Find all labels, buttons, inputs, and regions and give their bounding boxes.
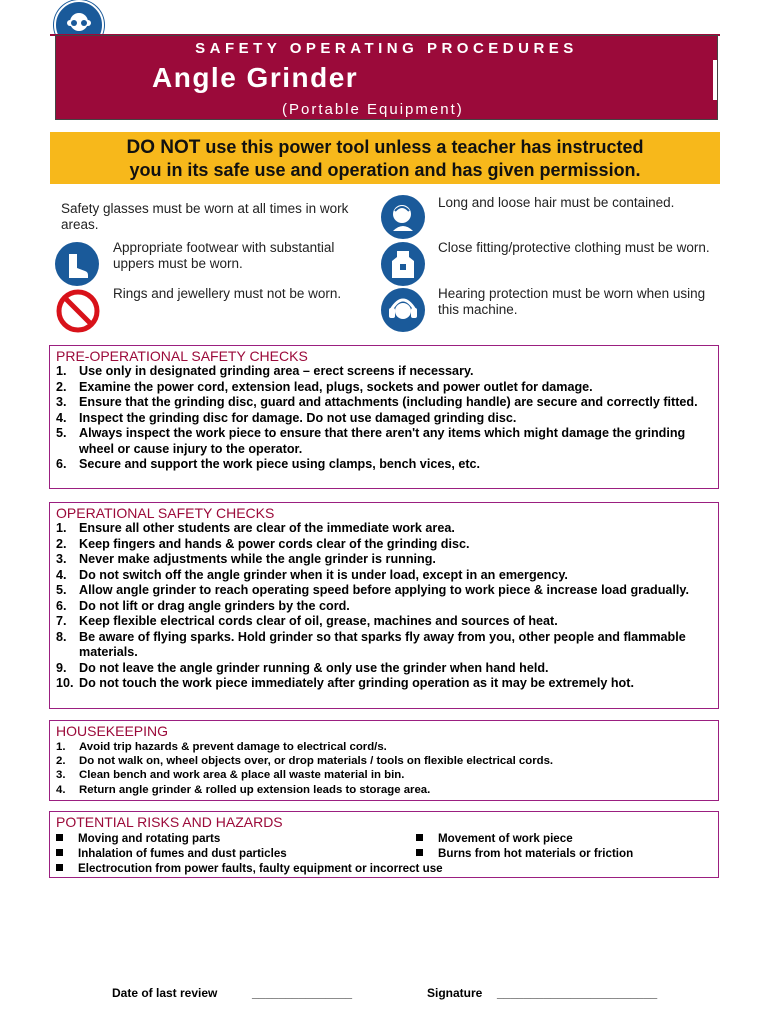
apron-icon [381,242,425,286]
list-item: 4. Return angle grinder & rolled up extension leads to storage area. [56,783,431,796]
page-title: Angle Grinder [152,62,359,93]
list-item: 1. Ensure all other students are clear of the immediate work area. [56,521,455,535]
risk-item: Inhalation of fumes and dust particles [56,846,287,861]
signature-line: ________________________ [497,986,658,1000]
risk-item: Movement of work piece [416,831,573,846]
ppe-rings-text: Rings and jewellery must not be worn. [113,286,342,301]
sop-title: SAFETY OPERATING PROCEDURES [195,40,578,57]
section-title: PRE-OPERATIONAL SAFETY CHECKS [56,348,308,364]
list-item: 3. Clean bench and work area & place all waste material in bin. [56,769,405,782]
banner-line-1: use this power tool unless a teacher has instructed [205,137,644,157]
list-item: 5. Always inspect the work piece to ensure that there aren't any items which might damage the grinding wheel or cause injury to the operator. [56,426,686,456]
list-item: 3. Ensure that the grinding disc, guard and attachments (including handle) are secure and correctly fitted. [56,395,698,409]
section-title: POTENTIAL RISKS AND HAZARDS [56,814,283,830]
ear-muffs-icon [381,288,425,332]
pre-operational-list [56,364,712,473]
header-edge-mark [713,60,717,100]
risk-item: Electrocution from power faults, faulty equipment or incorrect use [56,861,443,876]
operational-list [56,521,712,692]
housekeeping-list [56,740,712,797]
hair-net-icon [381,195,425,239]
list-item: 10. Do not touch the work piece immediately after grinding operation as it may be extremely hot. [56,676,634,690]
title-header [55,35,718,120]
list-item: 4. Inspect the grinding disc for damage. Do not use damaged grinding disc. [56,410,517,425]
list-item: 2. Keep fingers and hands & power cords clear of the grinding disc. [56,536,470,551]
section-title: HOUSEKEEPING [56,723,169,739]
list-item: 4. Do not switch off the angle grinder when it is under load, except in an emergency. [56,567,568,582]
operational-section [49,502,719,709]
list-item: 1. Use only in designated grinding area – erect screens if necessary. [56,364,474,378]
ppe-footwear-text: Appropriate footwear with substantial uppers must be worn. [113,240,335,271]
warning-banner [50,132,720,184]
banner-line-2: you in its safe use and operation and has given permission. [129,160,641,180]
page-subtitle: (Portable Equipment) [282,101,464,118]
list-item: 6. Secure and support the work piece using clamps, bench vices, etc. [56,457,481,471]
list-item: 9. Do not leave the angle grinder running & only use the grinder when hand held. [56,660,549,675]
ppe-hearing-text: Hearing protection must be worn when using this machine. [438,286,706,317]
signature-label: Signature [427,986,483,1000]
risk-item: Moving and rotating parts [56,831,220,846]
risk-item: Burns from hot materials or friction [416,846,633,861]
list-item: 7. Keep flexible electrical cords clear of oil, grease, machines and sources of heat. [56,614,558,628]
ppe-safety-glasses-text: Safety glasses must be worn at all times in work areas. [61,201,349,232]
list-item: 5. Allow angle grinder to reach operating speed before applying to work piece & increase load gradually. [56,583,690,597]
ppe-clothing-text: Close fitting/protective clothing must be worn. [438,240,710,255]
list-item: 8. Be aware of flying sparks. Hold grinder so that sparks fly away from you, other people and flammable materials. [56,629,686,659]
ppe-hair-text: Long and loose hair must be contained. [438,195,675,210]
risks-section [49,811,719,878]
list-item: 2. Examine the power cord, extension lead, plugs, sockets and power outlet for damage. [56,379,593,394]
list-item: 1. Avoid trip hazards & prevent damage to electrical cord/s. [56,741,387,753]
banner-emphasis: DO NOT [126,137,201,158]
housekeeping-section [49,720,719,801]
review-date-label: Date of last review [112,986,218,1000]
no-jewellery-icon [55,288,101,334]
safety-boots-icon [55,242,99,286]
pre-operational-section [49,345,719,489]
list-item: 6. Do not lift or drag angle grinders by the cord. [56,598,350,613]
list-item: 2. Do not walk on, wheel objects over, or drop materials / tools on flexible electrical cords. [56,755,554,768]
section-title: OPERATIONAL SAFETY CHECKS [56,505,275,521]
review-date-line: _______________ [252,986,353,1000]
list-item: 3. Never make adjustments while the angle grinder is running. [56,552,436,566]
